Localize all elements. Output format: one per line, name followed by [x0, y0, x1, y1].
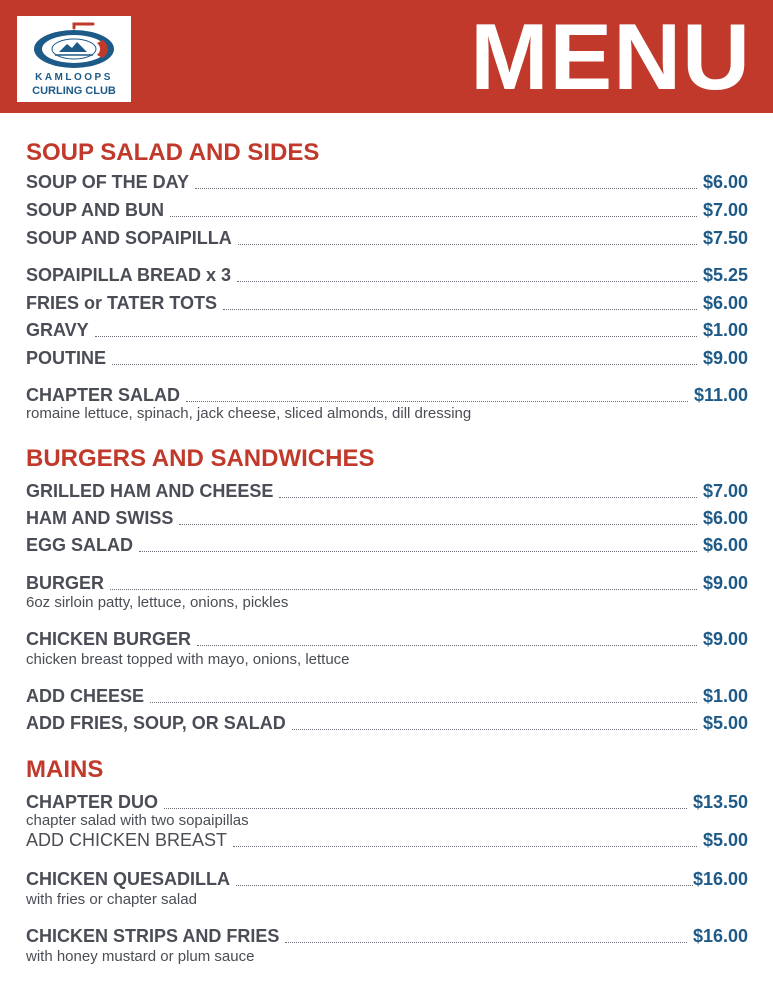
- dot-leader: [238, 244, 697, 245]
- item-price: $1.00: [702, 320, 748, 340]
- menu-item-row: [26, 868, 748, 890]
- dot-leader: [164, 808, 687, 809]
- dot-leader: [279, 497, 697, 498]
- item-description: with fries or chapter salad: [26, 891, 197, 908]
- item-price: $7.00: [702, 200, 748, 220]
- item-name: EGG SALAD: [26, 535, 134, 555]
- menu-item-row: [26, 685, 748, 707]
- item-price: $6.00: [702, 508, 748, 528]
- club-logo: [17, 16, 131, 102]
- dot-leader: [95, 336, 697, 337]
- item-price: $16.00: [692, 869, 748, 889]
- item-price: $6.00: [702, 293, 748, 313]
- item-description: chapter salad with two sopaipillas: [26, 812, 249, 829]
- item-name: CHICKEN BURGER: [26, 629, 192, 649]
- dot-leader: [195, 188, 697, 189]
- menu-item-row: [26, 480, 748, 502]
- dot-leader: [139, 551, 697, 552]
- dot-leader: [237, 281, 697, 282]
- item-price: $7.50: [702, 228, 748, 248]
- item-description: romaine lettuce, spinach, jack cheese, sliced almonds, dill dressing: [26, 405, 472, 422]
- menu-header: [0, 0, 773, 113]
- menu-item-row: [26, 829, 748, 851]
- item-name: CHAPTER DUO: [26, 792, 159, 812]
- dot-leader: [285, 942, 687, 943]
- menu-item-row: [26, 384, 748, 406]
- section-title-burgers-sandwiches: BURGERS AND SANDWICHES: [26, 445, 375, 472]
- menu-item-row: [26, 628, 748, 650]
- item-price: $16.00: [692, 926, 748, 946]
- dot-leader: [170, 216, 697, 217]
- section-title-soup-salad-sides: SOUP SALAD AND SIDES: [26, 139, 320, 166]
- item-name: ADD FRIES, SOUP, OR SALAD: [26, 713, 286, 733]
- dot-leader: [150, 702, 697, 703]
- menu-item-row: [26, 171, 748, 193]
- dot-leader: [197, 645, 697, 646]
- item-price: $7.00: [702, 481, 748, 501]
- item-price: $5.00: [702, 713, 748, 733]
- dot-leader: [223, 309, 697, 310]
- item-name: CHAPTER SALAD: [26, 385, 181, 405]
- item-description: with honey mustard or plum sauce: [26, 948, 255, 965]
- item-name: GRILLED HAM AND CHEESE: [26, 481, 274, 501]
- dot-leader: [236, 885, 693, 886]
- item-name: SOUP AND SOPAIPILLA: [26, 228, 232, 248]
- page-title: MENU: [470, 4, 751, 109]
- item-name: GRAVY: [26, 320, 89, 340]
- section-title-mains: MAINS: [26, 756, 104, 783]
- item-price: $9.00: [702, 573, 748, 593]
- item-name: ADD CHICKEN BREAST: [26, 830, 228, 850]
- menu-item-row: [26, 292, 748, 314]
- item-name: CHICKEN QUESADILLA: [26, 869, 231, 889]
- menu-item-row: [26, 572, 748, 594]
- menu-item-row: [26, 227, 748, 249]
- item-name: CHICKEN STRIPS AND FRIES: [26, 926, 280, 946]
- item-price: $5.00: [702, 830, 748, 850]
- item-description: chicken breast topped with mayo, onions, lettuce: [26, 651, 350, 668]
- item-price: $13.50: [692, 792, 748, 812]
- logo-text-kamloops: KAMLOOPS: [35, 72, 113, 83]
- item-name: POUTINE: [26, 348, 107, 368]
- item-name: FRIES or TATER TOTS: [26, 293, 218, 313]
- item-price: $11.00: [693, 385, 748, 405]
- menu-item-row: [26, 507, 748, 529]
- menu-item-row: [26, 534, 748, 556]
- menu-item-row: [26, 791, 748, 813]
- menu-item-row: [26, 319, 748, 341]
- dot-leader: [292, 729, 697, 730]
- curling-stone-icon: [31, 22, 117, 72]
- menu-item-row: [26, 925, 748, 947]
- dot-leader: [233, 846, 697, 847]
- dot-leader: [110, 589, 697, 590]
- menu-item-row: [26, 264, 748, 286]
- logo-text-curling-club: CURLING CLUB: [32, 85, 116, 97]
- menu-item-row: [26, 347, 748, 369]
- dot-leader: [179, 524, 697, 525]
- item-name: HAM AND SWISS: [26, 508, 174, 528]
- dot-leader: [186, 401, 688, 402]
- item-description: 6oz sirloin patty, lettuce, onions, pickles: [26, 594, 289, 611]
- menu-item-row: [26, 199, 748, 221]
- item-name: SOUP AND BUN: [26, 200, 165, 220]
- menu-item-row: [26, 712, 748, 734]
- item-name: ADD CHEESE: [26, 686, 145, 706]
- item-price: $5.25: [702, 265, 748, 285]
- item-name: BURGER: [26, 573, 105, 593]
- dot-leader: [112, 364, 697, 365]
- item-price: $6.00: [702, 535, 748, 555]
- item-name: SOUP OF THE DAY: [26, 172, 190, 192]
- item-price: $9.00: [702, 348, 748, 368]
- item-price: $9.00: [702, 629, 748, 649]
- item-price: $1.00: [702, 686, 748, 706]
- item-price: $6.00: [702, 172, 748, 192]
- item-name: SOPAIPILLA BREAD x 3: [26, 265, 232, 285]
